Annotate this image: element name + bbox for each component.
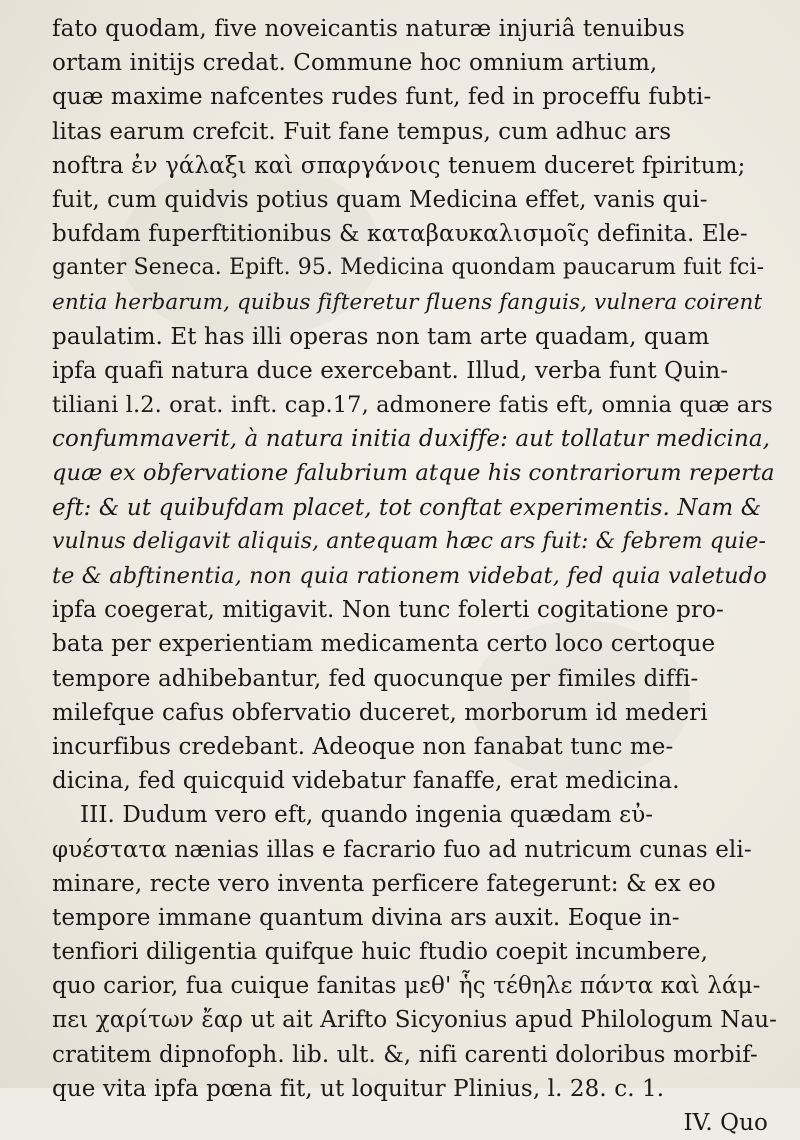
text-line: incurfibus credebant. Adeoque non fanabat tunc me- [52,733,674,760]
text-line: vulnus deligavit aliquis, antequam hæc ars fuit: & febrem quie- [52,528,766,554]
text-line: quæ maxime nafcentes rudes funt, fed in proceffu fubti- [52,84,712,111]
text-line: φυέστατα nænias illas e facrario fuo ad nutricum cunas eli- [52,836,752,863]
text-line: paulatim. Et has illi operas non tam arte quadam, quam [52,323,710,350]
text-line: ipfa coegerat, mitigavit. Non tunc folerti cogitatione pro- [52,597,724,624]
text-line: fuit, cum quidvis potius quam Medicina effet, vanis qui- [52,186,708,213]
text-line: ortam initijs credat. Commune hoc omnium artium, [52,50,658,77]
text-line: cratitem dipnofoph. lib. ult. &, nifi carenti doloribus morbif- [52,1041,758,1068]
text-line: tenfiori diligentia quifque huic ftudio coepit incumbere, [52,939,709,966]
text-line: que vita ipfa pœna fit, ut loquitur Plinius, l. 28. c. 1. [52,1075,665,1102]
text-line: πει χαρίτων ἔαρ ut ait Arifto Sicyonius apud Philologum Nau- [52,1007,778,1034]
text-line: entia herbarum, quibus fifteretur fluens fanguis, vulnera coirent [52,289,763,315]
text-line: confummaverit, à natura initia duxiffe: aut tollatur medicina, [52,426,771,453]
text-line: fato quodam, five noveicantis naturæ injuriâ tenuibus [52,16,685,42]
text-line: bufdam fuperftitionibus & καταβαυκαλισμοῖς definita. Ele- [52,221,748,248]
text-line: noftra ἐν γάλαξι καὶ σπαργάνοις tenuem duceret fpiritum; [52,152,746,179]
text-line: ganter Seneca. Epift. 95. Medicina quondam paucarum fuit fci- [52,255,765,281]
text-line: litas earum crefcit. Fuit fane tempus, cum adhuc ars [52,118,672,145]
text-line: dicina, fed quicquid videbatur fanaffe, erat medicina. [52,768,680,795]
text-line: quæ ex obfervatione falubrium atque his contrariorum reperta [52,460,775,487]
text-line: tiliani l.2. orat. inft. cap.17, admonere fatis eft, omnia quæ ars [52,392,773,419]
text-line: tempore adhibebantur, fed quocunque per fimiles diffi- [52,665,699,692]
text-line: quo carior, fua cuique fanitas μεθ' ἧς τέθηλε πάντα καὶ λάμ- [52,973,761,1000]
text-line: bata per experientiam medicamenta certo loco certoque [52,631,716,658]
body-text [52,12,778,1140]
catchword: IV. Quo [683,1110,768,1136]
text-line: eft: & ut quibufdam placet, tot conftat experimentis. Nam & [52,494,762,521]
text-line: tempore immane quantum divina ars auxit. Eoque in- [52,904,680,931]
text-line: ipfa quafi natura duce exercebant. Illud, verba funt Quin- [52,357,729,384]
text-line: milefque cafus obfervatio duceret, morborum id mederi [52,699,708,726]
text-line: te & abftinentia, non quia rationem videbat, fed quia valetudo [52,563,767,589]
section-heading-line: III. Dudum vero eft, quando ingenia quædam εὐ- [80,802,654,829]
text-line: minare, recte vero inventa perficere fategerunt: & ex eo [52,870,716,897]
